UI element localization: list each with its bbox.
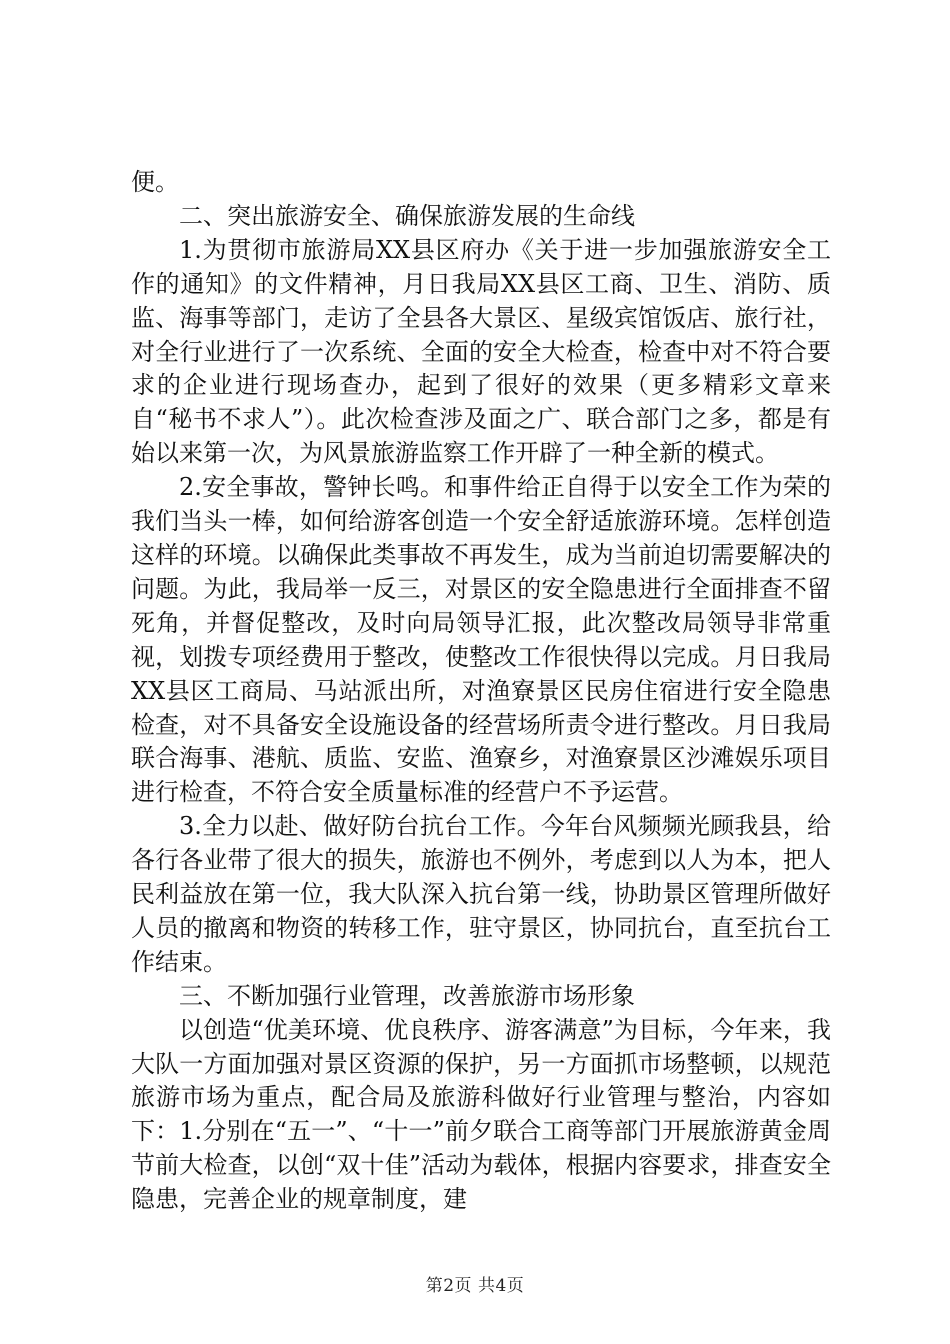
- section-heading-2: 二、突出旅游安全、确保旅游发展的生命线: [179, 201, 635, 230]
- page-footer: 第2页 共4页: [425, 1276, 525, 1296]
- section-heading-3: 三、不断加强行业管理，改善旅游市场形象: [179, 981, 635, 1010]
- paragraph-industry-management: 以创造“优美环境、优良秩序、游客满意”为目标，今年来，我大队一方面加强对景区资源的保护，另一方面抓市场整顿，以规范旅游市场为重点，配合局及旅游科做好行业管理与整治，内容如下：1.分别在“五一”、“十一”前夕联合工商等部门开展旅游黄金周节前大检查，以创“双十佳”活动为载体，根据内容要求，排查安全隐患，完善企业的规章制度，建: [131, 1015, 831, 1214]
- paragraph-item-3: 3.全力以赴、做好防台抗台工作。今年台风频频光顾我县，给各行各业带了很大的损失，旅游也不例外，考虑到以人为本，把人民利益放在第一位，我大队深入抗台第一线，协助景区管理所做好人员的撤离和物资的转移工作，驻守景区，协同抗台，直至抗台工作结束。: [131, 812, 831, 976]
- document-body: [131, 166, 831, 1217]
- paragraph-continuation: 便。: [131, 168, 179, 196]
- paragraph-item-2: 2.安全事故，警钟长鸣。和事件给正自得于以安全工作为荣的我们当头一棒，如何给游客创造一个安全舒适旅游环境。怎样创造这样的环境。以确保此类事故不再发生，成为当前迫切需要解决的问题。为此，我局举一反三，对景区的安全隐患进行全面排查不留死角，并督促整改，及时向局领导汇报，此次整改局领导非常重视，划拨专项经费用于整改，使整改工作很快得以完成。月日我局XX县区工商局、马站派出所，对渔寮景区民房住宿进行安全隐患检查，对不具备安全设施设备的经营场所责令进行整改。月日我局联合海事、港航、质监、安监、渔寮乡，对渔寮景区沙滩娱乐项目进行检查，不符合安全质量标准的经营户不予运营。: [131, 473, 831, 807]
- paragraph-item-1: 1.为贯彻市旅游局XX县区府办《关于进一步加强旅游安全工作的通知》的文件精神，月日我局XX县区工商、卫生、消防、质监、海事等部门，走访了全县各大景区、星级宾馆饭店、旅行社，对全行业进行了一次系统、全面的安全大检查，检查中对不符合要求的企业进行现场查办，起到了很好的效果（更多精彩文章来自“秘书不求人”）。此次检查涉及面之广、联合部门之多，都是有始以来第一次，为风景旅游监察工作开辟了一种全新的模式。: [131, 235, 831, 468]
